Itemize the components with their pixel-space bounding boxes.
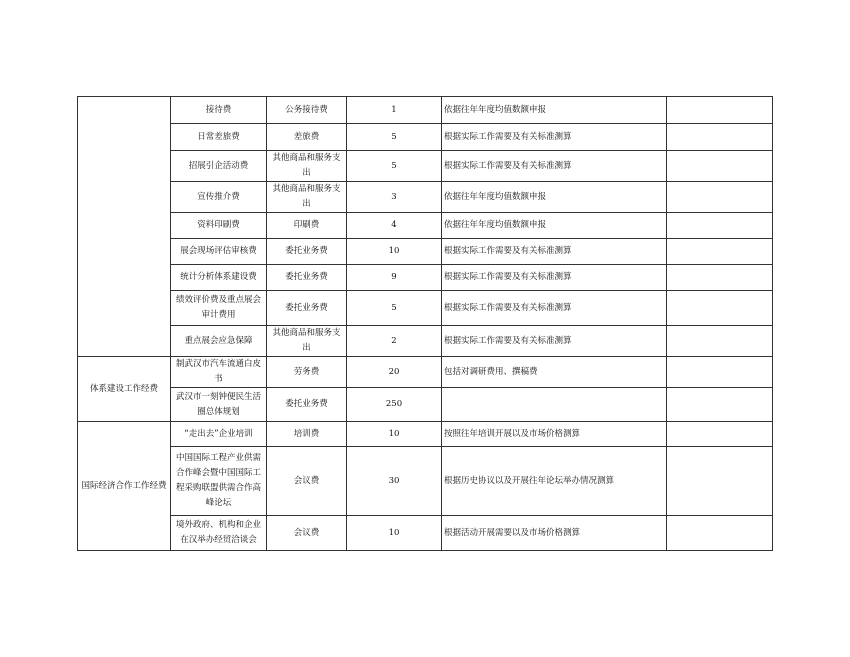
amount-cell: 4 (347, 213, 442, 239)
basis-cell: 依据往年年度均值数额申报 (442, 213, 667, 239)
table-row (78, 422, 773, 447)
note-cell (667, 326, 773, 357)
econ-class-cell: 委托业务费 (267, 291, 347, 326)
basis-cell: 根据实际工作需要及有关标准测算 (442, 265, 667, 291)
table-row (78, 388, 773, 422)
note-cell (667, 182, 773, 213)
econ-class-cell: 会议费 (267, 516, 347, 551)
amount-cell: 5 (347, 124, 442, 151)
table-row (78, 326, 773, 357)
item-cell: 展会现场评估审核费 (171, 239, 267, 265)
note-cell (667, 124, 773, 151)
table-row (78, 291, 773, 326)
item-cell: 招展引企活动费 (171, 151, 267, 182)
econ-class-cell: 劳务费 (267, 357, 347, 388)
basis-cell: 包括对调研费用、撰稿费 (442, 357, 667, 388)
econ-class-cell: 委托业务费 (267, 388, 347, 422)
item-cell: 绩效评价费及重点展会审计费用 (171, 291, 267, 326)
note-cell (667, 357, 773, 388)
amount-cell: 20 (347, 357, 442, 388)
amount-cell: 250 (347, 388, 442, 422)
table-row (78, 213, 773, 239)
basis-cell: 根据实际工作需要及有关标准测算 (442, 151, 667, 182)
category-cell: 体系建设工作经费 (78, 357, 171, 422)
category-cell: 国际经济合作工作经费 (78, 422, 171, 551)
amount-cell: 3 (347, 182, 442, 213)
amount-cell: 5 (347, 291, 442, 326)
amount-cell: 5 (347, 151, 442, 182)
note-cell (667, 239, 773, 265)
note-cell (667, 97, 773, 124)
item-cell: 境外政府、机构和企业在汉举办经贸洽谈会 (171, 516, 267, 551)
amount-cell: 9 (347, 265, 442, 291)
basis-cell: 根据实际工作需要及有关标准测算 (442, 291, 667, 326)
econ-class-cell: 培训费 (267, 422, 347, 447)
note-cell (667, 291, 773, 326)
item-cell: 资料印刷费 (171, 213, 267, 239)
table-row (78, 357, 773, 388)
note-cell (667, 516, 773, 551)
item-cell: 日常差旅费 (171, 124, 267, 151)
note-cell (667, 265, 773, 291)
basis-cell: 根据实际工作需要及有关标准测算 (442, 124, 667, 151)
table-row (78, 447, 773, 516)
note-cell (667, 151, 773, 182)
item-cell: 接待费 (171, 97, 267, 124)
amount-cell: 30 (347, 447, 442, 516)
category-cell (78, 97, 171, 357)
budget-table (77, 96, 773, 551)
note-cell (667, 213, 773, 239)
table-row (78, 516, 773, 551)
amount-cell: 10 (347, 422, 442, 447)
note-cell (667, 422, 773, 447)
basis-cell (442, 388, 667, 422)
table-row (78, 239, 773, 265)
item-cell: 统计分析体系建设费 (171, 265, 267, 291)
item-cell: 重点展会应急保障 (171, 326, 267, 357)
econ-class-cell: 印刷费 (267, 213, 347, 239)
econ-class-cell: 会议费 (267, 447, 347, 516)
item-cell: 武汉市一刻钟便民生活圈总体规划 (171, 388, 267, 422)
item-cell: “走出去”企业培训 (171, 422, 267, 447)
amount-cell: 1 (347, 97, 442, 124)
note-cell (667, 388, 773, 422)
basis-cell: 依据往年年度均值数额申报 (442, 182, 667, 213)
basis-cell: 根据活动开展需要以及市场价格测算 (442, 516, 667, 551)
basis-cell: 根据实际工作需要及有关标准测算 (442, 326, 667, 357)
table-row (78, 182, 773, 213)
econ-class-cell: 差旅费 (267, 124, 347, 151)
basis-cell: 按照往年培训开展以及市场价格测算 (442, 422, 667, 447)
econ-class-cell: 公务接待费 (267, 97, 347, 124)
table-row (78, 97, 773, 124)
econ-class-cell: 委托业务费 (267, 239, 347, 265)
amount-cell: 10 (347, 516, 442, 551)
econ-class-cell: 委托业务费 (267, 265, 347, 291)
table-row (78, 124, 773, 151)
econ-class-cell: 其他商品和服务支出 (267, 326, 347, 357)
econ-class-cell: 其他商品和服务支出 (267, 151, 347, 182)
amount-cell: 2 (347, 326, 442, 357)
item-cell: 宣传推介费 (171, 182, 267, 213)
amount-cell: 10 (347, 239, 442, 265)
table-row (78, 265, 773, 291)
item-cell: 制武汉市汽车流通白皮书 (171, 357, 267, 388)
item-cell: 中国国际工程产业供需合作峰会暨中国国际工程采购联盟供需合作高峰论坛 (171, 447, 267, 516)
econ-class-cell: 其他商品和服务支出 (267, 182, 347, 213)
note-cell (667, 447, 773, 516)
basis-cell: 依据往年年度均值数额申报 (442, 97, 667, 124)
table-row (78, 151, 773, 182)
basis-cell: 根据实际工作需要及有关标准测算 (442, 239, 667, 265)
basis-cell: 根据历史协议以及开展往年论坛举办情况测算 (442, 447, 667, 516)
